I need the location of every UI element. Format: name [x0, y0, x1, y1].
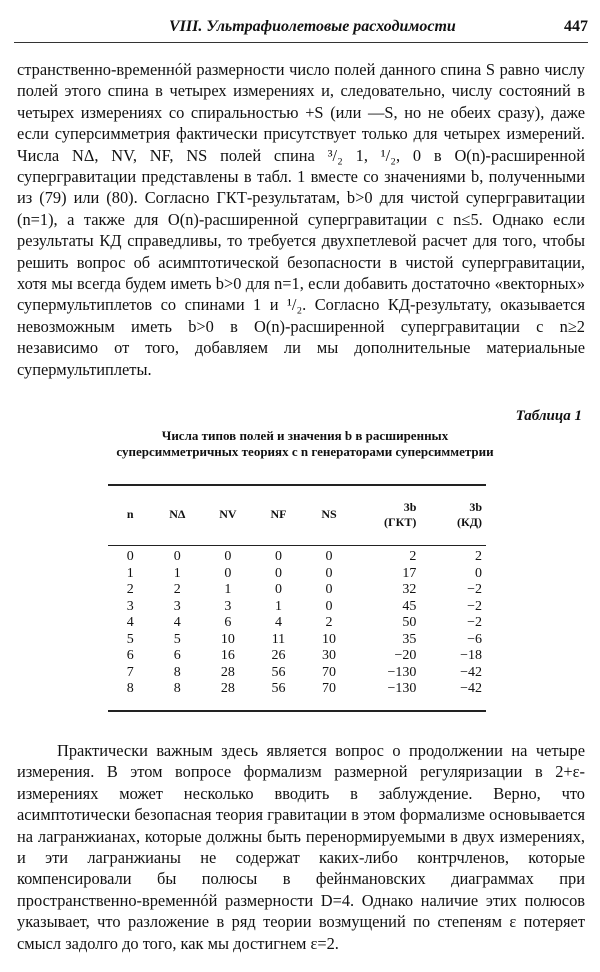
cell-n: 5	[126, 631, 134, 647]
cell-b-kd: 2	[475, 549, 482, 564]
cell-n-delta: 8	[173, 681, 181, 696]
cell-b-gkt: −20	[394, 648, 417, 663]
cell-n: 6	[126, 648, 134, 663]
cell-b-kd: −42	[460, 681, 482, 696]
cell-b-gkt: 35	[402, 631, 417, 647]
cell-b-kd: −2	[467, 615, 482, 630]
cell-n: 4	[126, 615, 134, 630]
cell-b-kd: −2	[467, 598, 482, 614]
cell-n: 8	[126, 681, 134, 696]
cell-n-f: 26	[271, 648, 286, 663]
cell-b-gkt: −130	[387, 664, 417, 680]
col-header-n-delta: NΔ	[169, 507, 186, 521]
cell-n-delta: 6	[173, 648, 181, 663]
table-row	[108, 582, 486, 599]
cell-n-s: 0	[325, 582, 333, 597]
cell-n-f: 0	[274, 549, 282, 564]
table-caption: Числа типов полей и значения b в расширенных суперсимметричных теориях с n генераторами суперсимметрии	[116, 428, 494, 459]
cell-n: 3	[126, 598, 134, 614]
paragraph-2: Практически важным здесь является вопрос о продолжении на четыре измерения. В этом вопросе формализм размерной регуляризации в 2+ε-измерениях может несколько вводить в заблуждение. Верно, что асимптотически безопасная теория гравитации в этом формализме основывается на лагранжианах, которые должны быть перенормируемыми в двух измерениях, и эти лагранжианы не содержат каких-либо контрчленов, которые компенсировали бы полюсы в фейнмановских диаграммах при пространственно-временнóй размерности D=4. Однако наличие этих полюсов указывает, что разложение в ряд теории возмущений по степеням ε потеряет смысл задолго до того, как мы достигнем ε=2.	[17, 741, 585, 953]
cell-n-v: 3	[224, 598, 232, 614]
cell-b-gkt: 2	[409, 549, 417, 564]
table-header-row	[108, 486, 486, 543]
cell-n-v: 0	[224, 565, 232, 581]
col-header-b-kd-top: 3b	[469, 499, 482, 514]
cell-n-v: 6	[224, 615, 232, 630]
field-types-table	[108, 486, 486, 698]
page-number: 447	[564, 18, 588, 35]
col-header-n-f: NF	[270, 507, 287, 521]
cell-n-v: 28	[220, 681, 235, 696]
cell-n-f: 0	[274, 582, 282, 597]
col-header-n: n	[126, 507, 134, 521]
cell-n-s: 70	[322, 664, 336, 680]
cell-n-s: 0	[325, 565, 333, 581]
cell-n-v: 28	[220, 664, 235, 680]
col-header-b-gkt-top: 3b	[403, 499, 417, 514]
cell-n-delta: 1	[173, 565, 181, 581]
cell-n-f: 56	[271, 681, 286, 696]
cell-n-delta: 0	[173, 549, 181, 564]
cell-n-delta: 2	[173, 582, 181, 597]
cell-n-v: 16	[220, 648, 235, 663]
cell-n-delta: 5	[173, 631, 181, 647]
cell-b-kd: −42	[460, 664, 482, 680]
table-row	[108, 632, 486, 649]
cell-n-s: 30	[322, 648, 336, 663]
cell-b-gkt: 45	[402, 598, 417, 614]
cell-n-s: 2	[325, 615, 333, 630]
col-header-n-s: NS	[321, 507, 337, 521]
cell-n: 1	[126, 565, 134, 581]
col-header-b-kd-bottom: (КД)	[457, 514, 482, 529]
cell-b-kd: −6	[467, 631, 482, 647]
table-row	[108, 615, 486, 632]
cell-n: 2	[126, 582, 134, 597]
page-header	[14, 10, 588, 43]
cell-n-v: 1	[224, 582, 232, 597]
cell-n-delta: 4	[173, 615, 181, 630]
cell-n: 7	[126, 664, 134, 680]
table-row	[108, 566, 486, 583]
col-header-b-gkt	[355, 486, 423, 543]
cell-n: 0	[126, 549, 134, 564]
cell-n-f: 11	[271, 631, 286, 647]
cell-b-kd: 0	[475, 565, 482, 581]
cell-n-v: 0	[224, 549, 232, 564]
col-header-b-gkt-bottom: (ГКТ)	[384, 514, 417, 529]
cell-n-s: 10	[322, 631, 336, 647]
cell-n-f: 56	[271, 664, 286, 680]
cell-n-f: 1	[274, 598, 282, 614]
cell-b-kd: −2	[467, 582, 482, 597]
cell-n-s: 0	[325, 598, 333, 614]
cell-n-v: 10	[220, 631, 235, 647]
table-bottom-rule	[108, 710, 486, 712]
table-row	[108, 648, 486, 665]
table-label: Таблица 1	[515, 408, 582, 424]
table-row	[108, 599, 486, 616]
cell-n-delta: 3	[173, 598, 181, 614]
col-header-b-kd	[422, 486, 486, 543]
table-row	[108, 549, 486, 566]
cell-n-f: 4	[274, 615, 282, 630]
cell-b-kd: −18	[460, 648, 482, 663]
running-head: VIII. Ультрафиолетовые расходимости	[169, 18, 456, 35]
cell-n-s: 70	[322, 681, 336, 696]
cell-b-gkt: −130	[387, 681, 417, 696]
cell-n-s: 0	[325, 549, 333, 564]
table-row	[108, 665, 486, 682]
cell-b-gkt: 17	[402, 565, 417, 581]
table-row	[108, 681, 486, 698]
paragraph-1: странственно-временнóй размерности число полей данного спина S равно числу полей этого спина в четырех измерениях и, следовательно, числу состояний в четырех измерениях со спиральностью +S (или —S, но не обеих сразу), даже если суперсимметрия фактически присутствует только для четырех измерений. Числа NΔ, NV, NF, NS полей спина ³/₂ 1, ¹/₂, 0 в O(n)-расширенной супергравитации представлены в табл. 1 вместе со значениями b, полученными из (79) или (80). Согласно ГКТ-результатам, b>0 для чистой супергравитации (n=1), а также для O(n)-расширенной супергравитации с n≤5. Однако если результаты КД справедливы, то требуется двухпетлевой расчет для того, чтобы решить вопрос об асимптотической безопасности в чистой супергравитации, хотя мы всегда будем иметь b>0 для n=1, если добавить достаточно «векторных» супермультиплетов со спинами 1 и ¹/₂. Согласно КД-результату, оказывается невозможным иметь b>0 в O(n)-расширенной супергравитации с n≥2 независимо от того, добавляем ли мы дополнительные материальные супермультиплеты.	[17, 60, 585, 379]
col-header-n-v: NV	[219, 507, 237, 521]
cell-b-gkt: 32	[402, 582, 417, 597]
cell-n-f: 0	[274, 565, 282, 581]
cell-n-delta: 8	[173, 664, 181, 680]
cell-b-gkt: 50	[402, 615, 417, 630]
